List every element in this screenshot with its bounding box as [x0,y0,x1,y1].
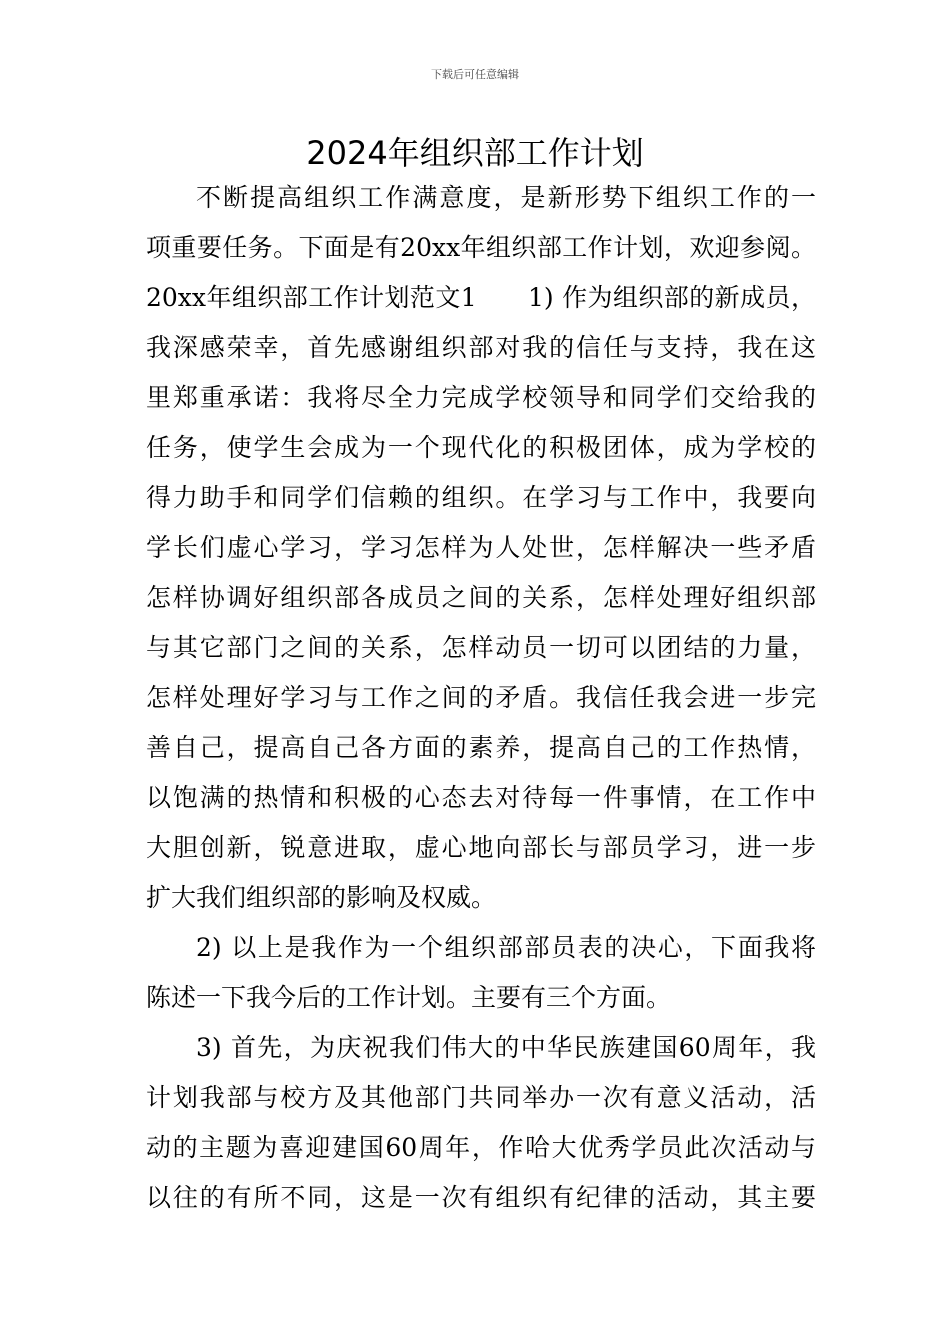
body-line: 扩大我们组织部的影响及权威。 [146,883,497,912]
body-line: 陈述一下我今后的工作计划。主要有三个方面。 [146,983,672,1012]
body-line: 我深感荣幸，首先感谢组织部对我的信任与支持，我在这 [146,333,816,362]
body-line: 不断提高组织工作满意度，是新形势下组织工作的一 [196,183,816,212]
body-line: 善自己，提高自己各方面的素养，提高自己的工作热情， [146,733,816,762]
body-line: 3) 首先，为庆祝我们伟大的中华民族建国60周年，我 [196,1033,816,1062]
body-line: 计划我部与校方及其他部门共同举办一次有意义活动，活 [146,1083,816,1112]
body-line: 怎样处理好学习与工作之间的矛盾。我信任我会进一步完 [146,683,816,712]
body-line: 里郑重承诺：我将尽全力完成学校领导和同学们交给我的 [146,383,816,412]
body-line: 以饱满的热情和积极的心态去对待每一件事情，在工作中 [146,783,816,812]
page-header-note: 下载后可任意编辑 [431,68,519,81]
body-line: 怎样协调好组织部各成员之间的关系，怎样处理好组织部 [146,583,816,612]
body-line: 学长们虚心学习，学习怎样为人处世，怎样解决一些矛盾 [146,533,816,562]
body-line: 大胆创新，锐意进取，虚心地向部长与部员学习，进一步 [146,833,816,862]
body-line: 20xx年组织部工作计划范文1 1) 作为组织部的新成员， [146,283,816,312]
body-line: 与其它部门之间的关系，怎样动员一切可以团结的力量， [146,633,816,662]
body-line: 2) 以上是我作为一个组织部部员表的决心，下面我将 [196,933,816,962]
body-line: 得力助手和同学们信赖的组织。在学习与工作中，我要向 [146,483,816,512]
body-line: 动的主题为喜迎建国60周年，作哈大优秀学员此次活动与 [146,1133,816,1162]
body-line: 以往的有所不同，这是一次有组织有纪律的活动，其主要 [146,1183,816,1212]
body-line: 任务，使学生会成为一个现代化的积极团体，成为学校的 [146,433,816,462]
document-title: 2024年组织部工作计划 [306,134,644,172]
body-line: 项重要任务。下面是有20xx年组织部工作计划，欢迎参阅。 [146,233,816,262]
